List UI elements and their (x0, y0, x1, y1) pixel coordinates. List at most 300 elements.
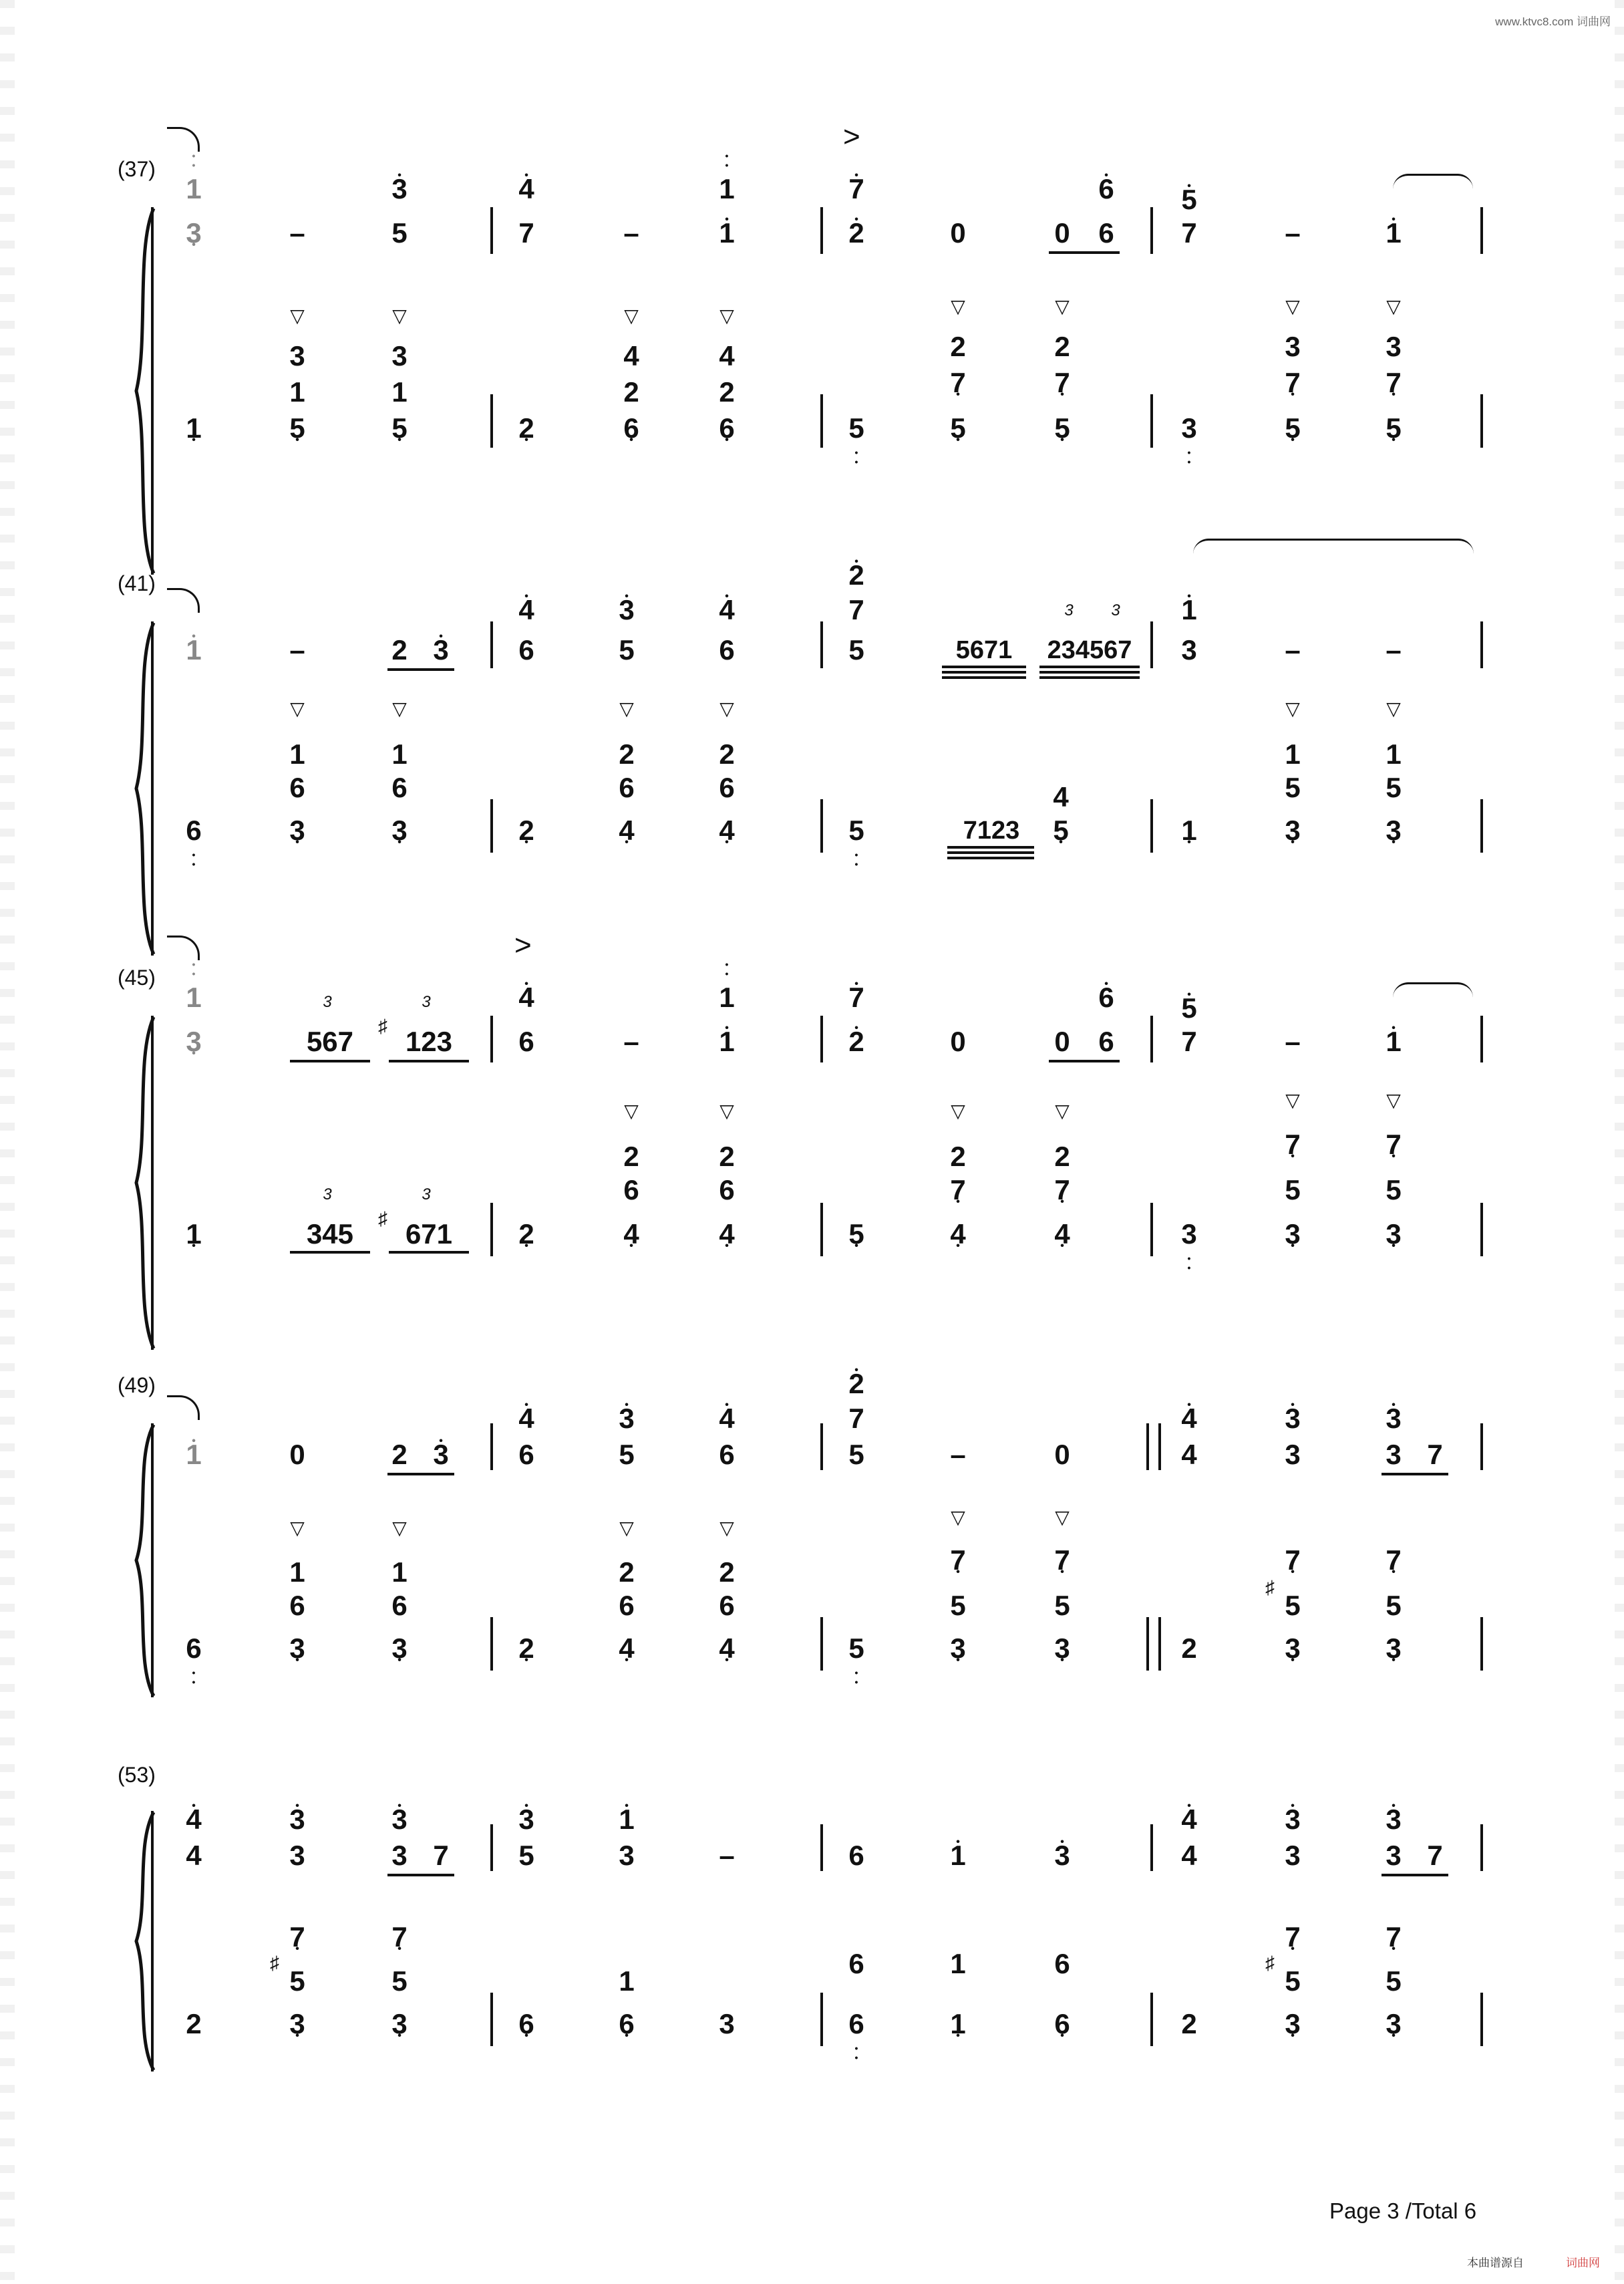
note: 2 (719, 376, 735, 408)
note: 7 • (945, 368, 971, 398)
note: 6 (1098, 217, 1114, 249)
tie-hook (167, 588, 200, 613)
note: • 4 (1176, 1804, 1202, 1835)
barline (1150, 1016, 1153, 1062)
triplet-mark: 3 (422, 1185, 431, 1203)
barline (820, 207, 823, 254)
measure-number: (49) (118, 1373, 156, 1397)
pedal-mark: ▽ (951, 296, 965, 317)
note: 5 (619, 1439, 635, 1470)
note: • 4 (180, 1804, 207, 1835)
note: 1 • (180, 1219, 207, 1250)
note: 7 • (1380, 1545, 1407, 1576)
note: 6 (619, 1590, 635, 1621)
dash: – (289, 217, 305, 249)
note: 5 (950, 1590, 966, 1621)
brace-icon (132, 1016, 156, 1350)
note: 7 • (1049, 1545, 1076, 1576)
note: 2 • (513, 1219, 540, 1250)
run: 5671 (955, 636, 1013, 664)
measure-number: (37) (118, 157, 156, 181)
barline (490, 394, 493, 448)
brace-icon (132, 207, 156, 575)
note: 7 • (1279, 1922, 1306, 1953)
note: 3 • (1279, 815, 1306, 846)
pedal-mark: ▽ (1285, 698, 1300, 719)
note: 2 (391, 634, 408, 666)
note: 3 • (945, 1633, 971, 1664)
barline (1480, 207, 1483, 254)
note: 5 • (284, 413, 311, 444)
note: 2 (186, 2008, 202, 2039)
note: 4 (186, 1840, 202, 1871)
note: • 4 (513, 595, 540, 625)
beam (1039, 676, 1140, 679)
note: 2 • (513, 815, 540, 846)
note: 7 • (1279, 368, 1306, 398)
accent-mark: > (843, 120, 860, 153)
note: 5 • • (843, 1633, 870, 1664)
note: • 7 (843, 982, 870, 1013)
note: 6 (391, 772, 408, 803)
note: 5 (1054, 1590, 1070, 1621)
note: • 3 (613, 1403, 640, 1434)
note: • 3 (1049, 1840, 1076, 1871)
beam (387, 1473, 454, 1475)
barline (820, 621, 823, 668)
note: 0 (289, 1439, 305, 1470)
note: • 4 (513, 1403, 540, 1434)
note: 6 (848, 1840, 864, 1871)
note: 6 • • (180, 815, 207, 846)
dash: – (719, 1840, 735, 1871)
note: 3 (719, 2008, 735, 2039)
note: 3 • (386, 2009, 413, 2039)
barline (1480, 799, 1483, 853)
note: • 3 (428, 1439, 454, 1470)
note: 7 • (1380, 368, 1407, 398)
note: • 3 (386, 174, 413, 204)
right-edge-strip (1615, 0, 1624, 2284)
barline (820, 1203, 823, 1256)
note: • 5 (1176, 184, 1202, 215)
note: • 3 (1279, 1403, 1306, 1434)
note: 4 • (713, 815, 740, 846)
note: 1 (289, 738, 305, 770)
note: 4 (1053, 781, 1069, 813)
note: 2 (1054, 1141, 1070, 1172)
note: 3 (619, 1840, 635, 1871)
note: 7 • (1279, 1545, 1306, 1576)
slur (1393, 174, 1473, 189)
note: 6 (719, 1439, 735, 1470)
run: 234567 (1047, 636, 1132, 664)
double-barline (1146, 1617, 1161, 1671)
note: • 1 (1380, 218, 1407, 249)
note: • 4 (713, 595, 740, 625)
note: • • 1 (180, 174, 207, 204)
note: 6 • (618, 413, 645, 444)
note: 7 • (1049, 368, 1076, 398)
note: 1 (289, 1556, 305, 1588)
note: 5 • (386, 413, 413, 444)
pedal-mark: ▽ (392, 1518, 407, 1538)
note: 6 (619, 772, 635, 803)
dash: – (623, 1026, 639, 1057)
note: 2 (1054, 331, 1070, 362)
note: • 4 (1176, 1403, 1202, 1434)
note: 7 • (945, 1175, 971, 1205)
pedal-mark: ▽ (951, 1507, 965, 1528)
note: 5 (1386, 1590, 1402, 1621)
beam (387, 668, 454, 671)
note: • 1 (1176, 595, 1202, 625)
note: 3 • (1380, 1633, 1407, 1664)
sharp-sign: ♯ (270, 1953, 279, 1973)
note: • 1 (180, 635, 207, 666)
note: 3 (1386, 331, 1402, 362)
note: 4 • (713, 1219, 740, 1250)
triplet-run: 345 (306, 1218, 354, 1250)
beam (389, 1060, 469, 1062)
note: 2 • (513, 413, 540, 444)
barline (490, 1203, 493, 1256)
note: • 6 (1093, 174, 1120, 204)
barline (490, 1993, 493, 2046)
note: 3 (289, 340, 305, 372)
note: 4 (1181, 1840, 1197, 1871)
note: • 1 (1380, 1026, 1407, 1057)
note: • 4 (513, 982, 540, 1013)
pedal-mark: ▽ (1386, 698, 1401, 719)
note: 4 • (945, 1219, 971, 1250)
tie-hook (167, 936, 200, 960)
tie-hook (167, 127, 200, 152)
note: 6 • • (180, 1633, 207, 1664)
note: 6 • (713, 413, 740, 444)
measure-number: (53) (118, 1763, 156, 1787)
barline (1150, 1203, 1153, 1256)
note: 2 (619, 1556, 635, 1588)
note: • 6 (1093, 982, 1120, 1013)
note: 6 (848, 1948, 864, 1979)
note: 7 (1427, 1840, 1443, 1871)
barline (1480, 1423, 1483, 1470)
note: • 3 (1380, 1804, 1407, 1835)
note: 5 (848, 634, 864, 666)
sharp-sign: ♯ (378, 1016, 387, 1036)
note: 7 (848, 1403, 864, 1434)
note: 6 (1054, 1948, 1070, 1979)
note: 5 (289, 1965, 305, 1997)
note: 5 • • (843, 413, 870, 444)
pedal-mark: ▽ (624, 1101, 639, 1121)
note: 1 (619, 1965, 635, 1997)
note: • 1 (945, 1840, 971, 1871)
note: • 7 (843, 174, 870, 204)
sharp-sign: ♯ (1265, 1577, 1275, 1598)
barline (820, 394, 823, 448)
beam (1049, 1060, 1120, 1062)
note: 1 (1386, 738, 1402, 770)
barline (820, 1824, 823, 1871)
note: 2 (1181, 2008, 1197, 2039)
beam (1382, 1874, 1448, 1876)
note: 3 • (386, 1633, 413, 1664)
note: 5 (391, 217, 408, 249)
note: 1 (391, 1556, 408, 1588)
pedal-mark: ▽ (1055, 1101, 1070, 1121)
note: 3 • (1279, 2009, 1306, 2039)
site-url: www.ktvc8.com 词曲网 (1495, 15, 1611, 28)
barline (820, 1423, 823, 1470)
note: 6 (1098, 1026, 1114, 1057)
slur (1393, 982, 1473, 998)
beam (290, 1251, 370, 1254)
note: 0 (1054, 1439, 1070, 1470)
triplet-run: 123 (405, 1026, 453, 1057)
measure-number: (41) (118, 571, 156, 595)
note: 1 (289, 376, 305, 408)
note: 3 • (386, 815, 413, 846)
note: 3 (391, 1840, 408, 1871)
note: • 1 (613, 1804, 640, 1835)
pedal-mark: ▽ (619, 698, 634, 719)
pedal-mark: ▽ (1386, 296, 1401, 317)
dash: – (1285, 1026, 1301, 1057)
double-barline (1146, 1423, 1161, 1470)
pedal-mark: ▽ (719, 1101, 734, 1121)
brand-label: 词曲网 (1566, 2257, 1600, 2269)
note: 7 • (1279, 1129, 1306, 1160)
note: 2 (391, 1439, 408, 1470)
barline (1480, 394, 1483, 448)
brace-icon (132, 1811, 156, 2072)
triplet-mark: 3 (323, 993, 332, 1011)
dash: – (1285, 217, 1301, 249)
brace-icon (132, 1423, 156, 1697)
pedal-mark: ▽ (290, 698, 305, 719)
note: 6 (719, 1590, 735, 1621)
note: 5 • • (843, 815, 870, 846)
note: 2 (623, 1141, 639, 1172)
pedal-mark: ▽ (392, 698, 407, 719)
note: 3 • (1380, 815, 1407, 846)
beam (947, 851, 1034, 854)
note: 7 • (1049, 1175, 1076, 1205)
beam (387, 1874, 454, 1876)
note: 0 (1054, 1026, 1070, 1057)
note: • 3 (428, 635, 454, 666)
dash: – (1285, 634, 1301, 666)
barline (1150, 621, 1153, 668)
note: 6 • (613, 2009, 640, 2039)
note: • 3 (613, 595, 640, 625)
dash: – (1386, 634, 1402, 666)
barline (820, 1617, 823, 1671)
barline (490, 1824, 493, 1871)
barline (490, 1423, 493, 1470)
barline (490, 621, 493, 668)
note: 6 (518, 634, 534, 666)
note: 7 (1181, 217, 1197, 249)
note: 2 (719, 1141, 735, 1172)
note: 4 (1181, 1439, 1197, 1470)
triplet-mark: 3 (422, 993, 431, 1011)
beam (1382, 1473, 1448, 1475)
pedal-mark: ▽ (719, 305, 734, 326)
note: 2 (950, 1141, 966, 1172)
note: 5 • (945, 413, 971, 444)
pedal-mark: ▽ (619, 1518, 634, 1538)
barline (1150, 799, 1153, 853)
note: • 4 (513, 174, 540, 204)
note: 5 • (1279, 413, 1306, 444)
barline (1480, 1993, 1483, 2046)
note: • 5 (1176, 993, 1202, 1024)
pedal-mark: ▽ (719, 698, 734, 719)
note: 7 (1181, 1026, 1197, 1057)
note: 1 (391, 738, 408, 770)
note: 7 (433, 1840, 449, 1871)
note: 7 (1427, 1439, 1443, 1470)
note: • 1 (180, 1439, 207, 1470)
note: 7 • (1380, 1129, 1407, 1160)
note: 3 (391, 340, 408, 372)
beam (942, 676, 1026, 679)
slur (1193, 539, 1474, 554)
pedal-mark: ▽ (719, 1518, 734, 1538)
note: 4 • (613, 1633, 640, 1664)
note: 3 • (1049, 1633, 1076, 1664)
note: 3 • (1279, 1633, 1306, 1664)
note: 7 • (945, 1545, 971, 1576)
note: 6 (289, 772, 305, 803)
note: 3 • (1380, 1219, 1407, 1250)
note: 3 (1386, 1439, 1402, 1470)
note: 3 • • (1176, 1219, 1202, 1250)
pedal-mark: ▽ (624, 305, 639, 326)
barline (1150, 1993, 1153, 2046)
note: • 3 (284, 1804, 311, 1835)
pedal-mark: ▽ (290, 1518, 305, 1538)
dash: – (623, 217, 639, 249)
pedal-mark: ▽ (1386, 1090, 1401, 1111)
barline (820, 1993, 823, 2046)
note: 3 • (180, 218, 207, 249)
note: 5 • (843, 1219, 870, 1250)
note: 3 (1181, 634, 1197, 666)
note: 7 • (1380, 1922, 1407, 1953)
note: 5 (518, 1840, 534, 1871)
note: 7 • (284, 1922, 311, 1953)
triplet-mark: 3 (1064, 601, 1074, 619)
note: 5 (1285, 1590, 1301, 1621)
beam (942, 671, 1026, 674)
barline (490, 207, 493, 254)
note: 2 (719, 738, 735, 770)
note: • 4 (713, 1403, 740, 1434)
note: 6 (289, 1590, 305, 1621)
note: • 2 (843, 560, 870, 591)
note: 3 • (284, 2009, 311, 2039)
note: 1 • (1176, 815, 1202, 846)
note: 3 (1386, 1840, 1402, 1871)
pedal-mark: ▽ (290, 305, 305, 326)
note: 0 (1054, 217, 1070, 249)
note: 5 (1285, 1174, 1301, 1205)
note: 1 (1285, 738, 1301, 770)
note: 5 (1386, 772, 1402, 803)
beam (947, 846, 1034, 849)
page-indicator: Page 3 /Total 6 (1329, 2198, 1477, 2223)
note: • 3 (513, 1804, 540, 1835)
note: • 3 (1380, 1403, 1407, 1434)
note: • • 1 (713, 982, 740, 1013)
beam (942, 666, 1026, 668)
barline (1480, 1016, 1483, 1062)
sharp-sign: ♯ (1265, 1953, 1275, 1973)
pedal-mark: ▽ (951, 1101, 965, 1121)
barline (1480, 1824, 1483, 1871)
note: 3 • (284, 1633, 311, 1664)
beam (1039, 666, 1140, 668)
triplet-mark: 3 (323, 1185, 332, 1203)
beam (947, 857, 1034, 859)
barline (1480, 1617, 1483, 1671)
note: 6 • • (843, 2009, 870, 2039)
note: 6 (391, 1590, 408, 1621)
barline (1150, 207, 1153, 254)
note: • • 1 (180, 982, 207, 1013)
source-label: 本曲谱源自 (1467, 2257, 1524, 2269)
note: 6 (719, 1174, 735, 1205)
note: 5 (848, 1439, 864, 1470)
left-edge-strip (0, 0, 15, 2284)
beam (290, 1060, 370, 1062)
note: 4 • (713, 1633, 740, 1664)
note: 0 (950, 217, 966, 249)
note: 5 (1386, 1174, 1402, 1205)
barline (1150, 1824, 1153, 1871)
note: 2 (619, 738, 635, 770)
note: 0 (950, 1026, 966, 1057)
pedal-mark: ▽ (1055, 1507, 1070, 1528)
note: 4 • (613, 815, 640, 846)
barline (490, 1617, 493, 1671)
note: 7 (518, 217, 534, 249)
barline (490, 799, 493, 853)
barline (490, 1016, 493, 1062)
dash: – (289, 634, 305, 666)
run: 7123 (963, 817, 1020, 845)
pedal-mark: ▽ (1285, 296, 1300, 317)
beam (1039, 671, 1140, 674)
note: 6 (623, 1174, 639, 1205)
barline (1150, 394, 1153, 448)
note: 5 • (1049, 413, 1076, 444)
barline (1480, 1203, 1483, 1256)
note: 6 (518, 1026, 534, 1057)
note: 5 (1386, 1965, 1402, 1997)
tie-hook (167, 1395, 200, 1420)
beam (389, 1251, 469, 1254)
barline (820, 799, 823, 853)
triplet-run: 671 (405, 1218, 453, 1250)
sharp-sign: ♯ (378, 1208, 387, 1229)
note: 5 (1285, 1965, 1301, 1997)
note: 3 (1285, 1840, 1301, 1871)
